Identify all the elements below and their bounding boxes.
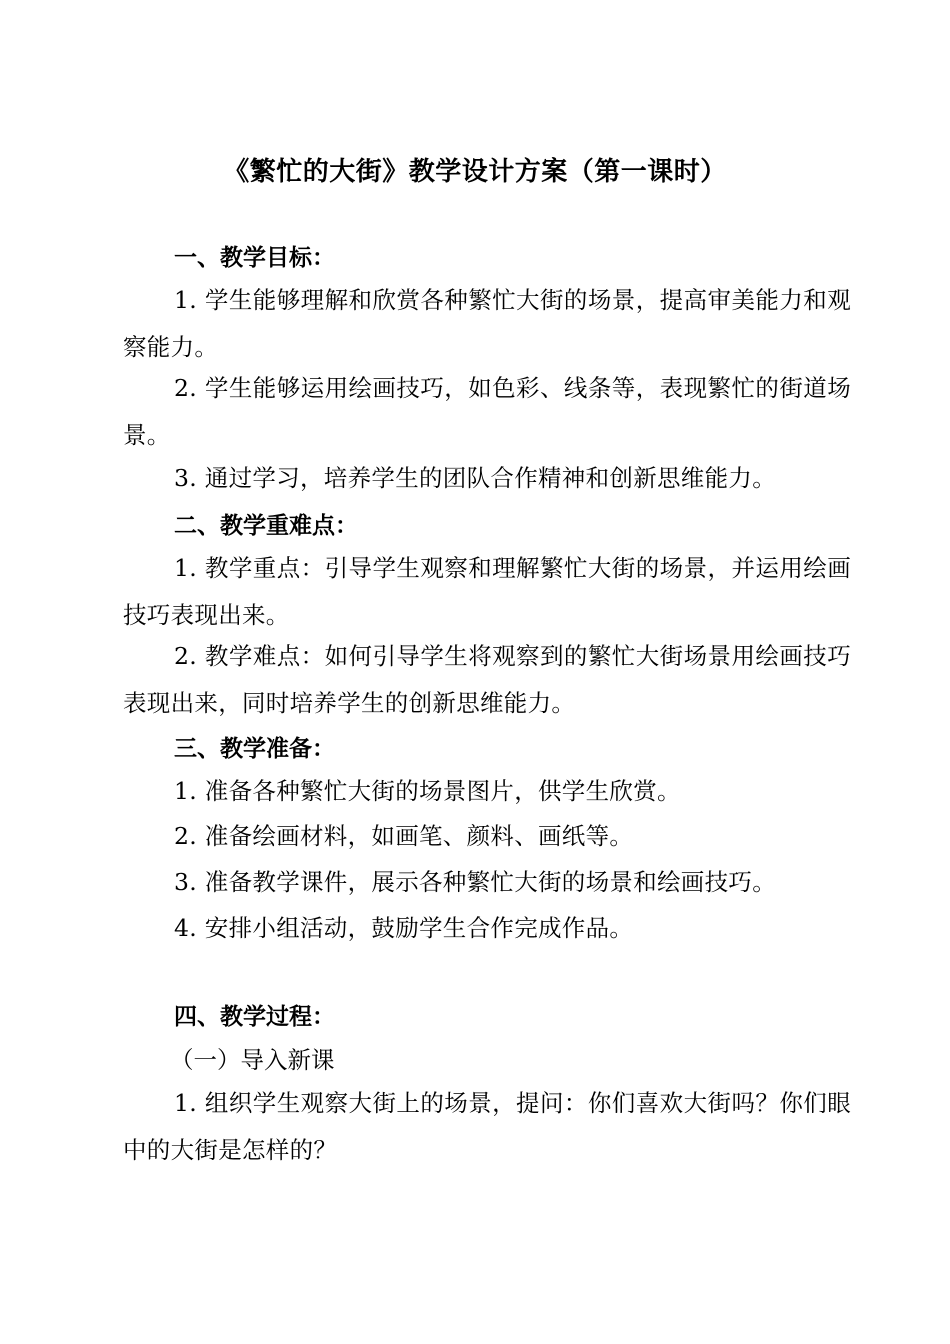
process-item-1: 1. 组织学生观察大街上的场景，提问：你们喜欢大街吗？你们眼中的大街是怎样的？ xyxy=(123,1089,851,1164)
goals-item-2: 2. 学生能够运用绘画技巧，如色彩、线条等，表现繁忙的街道场景。 xyxy=(123,374,851,449)
goals-item-1: 1. 学生能够理解和欣赏各种繁忙大街的场景，提高审美能力和观察能力。 xyxy=(123,286,851,361)
preparation-item-1: 1. 准备各种繁忙大街的场景图片，供学生欣赏。 xyxy=(174,777,681,805)
section-heading-goals: 一、教学目标： xyxy=(174,244,335,271)
goals-item-3: 3. 通过学习，培养学生的团队合作精神和创新思维能力。 xyxy=(174,464,776,492)
preparation-item-4: 4. 安排小组活动，鼓励学生合作完成作品。 xyxy=(174,914,634,942)
section-heading-preparation: 三、教学准备： xyxy=(174,735,335,762)
key-points-item-2: 2. 教学难点：如何引导学生将观察到的繁忙大街场景用绘画技巧表现出来，同时培养学生的创新思维能力。 xyxy=(123,642,851,717)
section-heading-process: 四、教学过程： xyxy=(174,1003,335,1030)
preparation-item-3: 3. 准备教学课件，展示各种繁忙大街的场景和绘画技巧。 xyxy=(174,868,776,896)
document-title: 《繁忙的大街》教学设计方案（第一课时） xyxy=(223,157,727,187)
section-heading-key-points: 二、教学重难点： xyxy=(174,512,358,539)
preparation-item-2: 2. 准备绘画材料，如画笔、颜料、画纸等。 xyxy=(174,822,634,850)
process-subheading: （一）导入新课 xyxy=(170,1046,335,1074)
key-points-item-1: 1. 教学重点：引导学生观察和理解繁忙大街的场景，并运用绘画技巧表现出来。 xyxy=(123,554,851,629)
